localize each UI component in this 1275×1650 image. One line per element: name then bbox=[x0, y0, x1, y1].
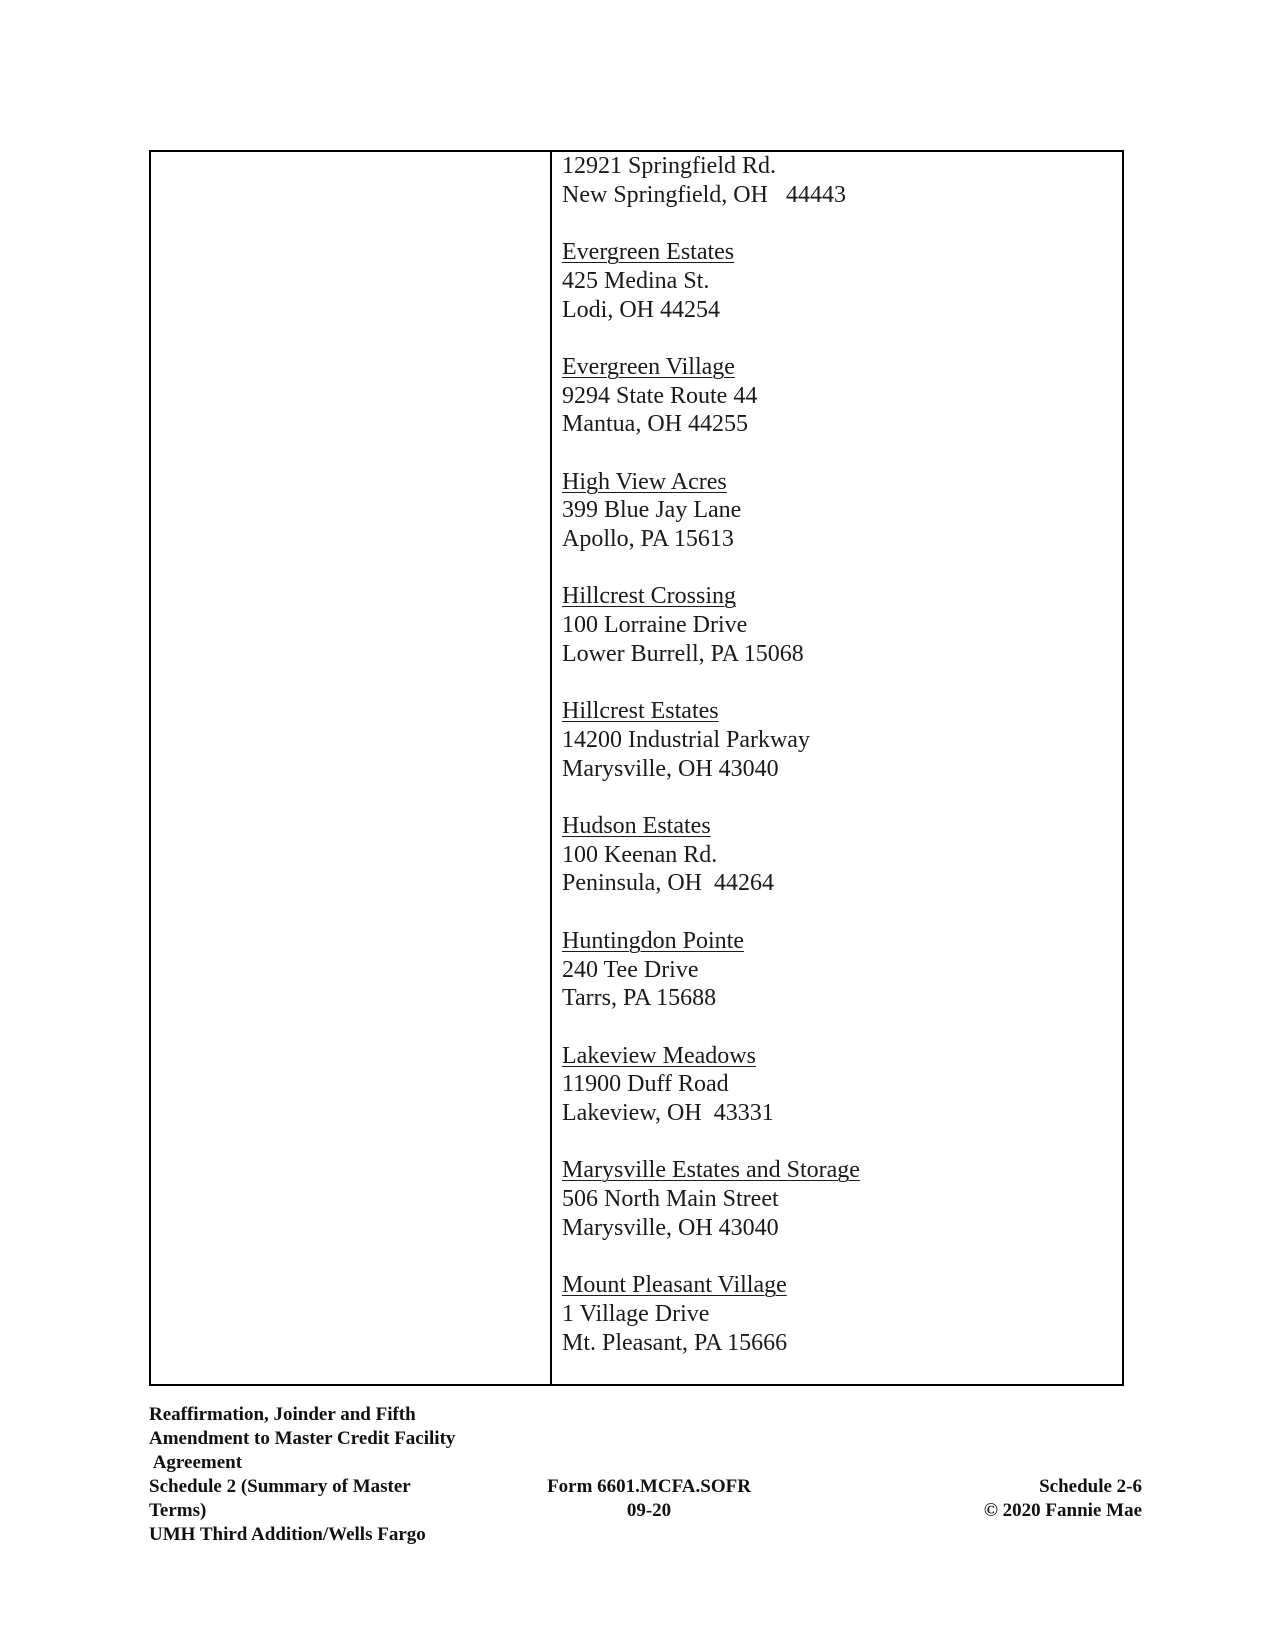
property-street: 11900 Duff Road bbox=[562, 1071, 729, 1098]
column-divider bbox=[550, 152, 552, 1384]
footer-title-line: Agreement bbox=[149, 1452, 243, 1473]
property-city-state-zip: Lodi, OH 44254 bbox=[562, 296, 720, 323]
property-name: Hillcrest Crossing bbox=[562, 583, 736, 610]
property-name: Hudson Estates bbox=[562, 813, 711, 840]
property-name: Lakeview Meadows bbox=[562, 1042, 756, 1069]
form-date: 09-20 bbox=[626, 1500, 672, 1521]
copyright-notice: © 2020 Fannie Mae bbox=[983, 1500, 1142, 1521]
property-name: Evergreen Estates bbox=[562, 239, 735, 266]
schedule-table bbox=[149, 150, 1124, 1386]
property-street: 399 Blue Jay Lane bbox=[562, 497, 742, 524]
property-city-state-zip: Peninsula, OH 44264 bbox=[562, 870, 774, 897]
property-city-state-zip: Marysville, OH 43040 bbox=[562, 1214, 779, 1241]
property-entry bbox=[562, 697, 1122, 783]
property-street: 506 North Main Street bbox=[562, 1186, 779, 1213]
property-entry bbox=[562, 1042, 1122, 1128]
footer-title-line: UMH Third Addition/Wells Fargo bbox=[149, 1524, 426, 1545]
property-name: Marysville Estates and Storage bbox=[562, 1157, 860, 1184]
property-city-state-zip: Marysville, OH 43040 bbox=[562, 755, 779, 782]
property-entry bbox=[562, 582, 1122, 668]
property-city-state-zip: Tarrs, PA 15688 bbox=[562, 985, 717, 1012]
property-entry bbox=[562, 812, 1122, 898]
property-entry bbox=[562, 1271, 1122, 1357]
footer-title-line: Terms) bbox=[149, 1500, 207, 1521]
form-number: Form 6601.MCFA.SOFR bbox=[547, 1476, 751, 1497]
property-entry bbox=[562, 238, 1122, 324]
property-list bbox=[562, 238, 1122, 1357]
property-entry bbox=[562, 468, 1122, 554]
property-street: 240 Tee Drive bbox=[562, 956, 699, 983]
property-entry bbox=[562, 1156, 1122, 1242]
property-city-state-zip: Lakeview, OH 43331 bbox=[562, 1100, 774, 1127]
footer-form-info bbox=[509, 1475, 789, 1523]
property-name: Huntingdon Pointe bbox=[562, 927, 745, 954]
property-street: 100 Keenan Rd. bbox=[562, 841, 718, 868]
property-city-state-zip: Lower Burrell, PA 15068 bbox=[562, 640, 804, 667]
property-city-state-zip: Mt. Pleasant, PA 15666 bbox=[562, 1329, 788, 1356]
continued-street: 12921 Springfield Rd. bbox=[562, 153, 776, 179]
continued-address bbox=[562, 152, 1122, 209]
property-entry bbox=[562, 927, 1122, 1013]
property-city-state-zip: Mantua, OH 44255 bbox=[562, 411, 748, 438]
footer-title-line: Amendment to Master Credit Facility bbox=[149, 1428, 456, 1449]
property-name: Evergreen Village bbox=[562, 353, 735, 380]
property-entry bbox=[562, 353, 1122, 439]
continued-city-state-zip: New Springfield, OH 44443 bbox=[562, 181, 846, 208]
footer-title-line: Schedule 2 (Summary of Master bbox=[149, 1476, 411, 1497]
footer-document-title bbox=[149, 1403, 509, 1547]
property-street: 425 Medina St. bbox=[562, 267, 710, 294]
property-name: Mount Pleasant Village bbox=[562, 1272, 787, 1299]
footer-title-line: Reaffirmation, Joinder and Fifth bbox=[149, 1404, 416, 1425]
property-city-state-zip: Apollo, PA 15613 bbox=[562, 526, 734, 553]
property-street: 100 Lorraine Drive bbox=[562, 612, 748, 639]
property-street: 1 Village Drive bbox=[562, 1300, 710, 1327]
property-list-cell bbox=[562, 152, 1122, 1386]
property-street: 9294 State Route 44 bbox=[562, 382, 758, 409]
property-name: Hillcrest Estates bbox=[562, 698, 719, 725]
property-name: High View Acres bbox=[562, 468, 727, 495]
schedule-page-number: Schedule 2-6 bbox=[1039, 1476, 1142, 1497]
property-street: 14200 Industrial Parkway bbox=[562, 726, 810, 753]
footer-page-info bbox=[842, 1475, 1142, 1523]
